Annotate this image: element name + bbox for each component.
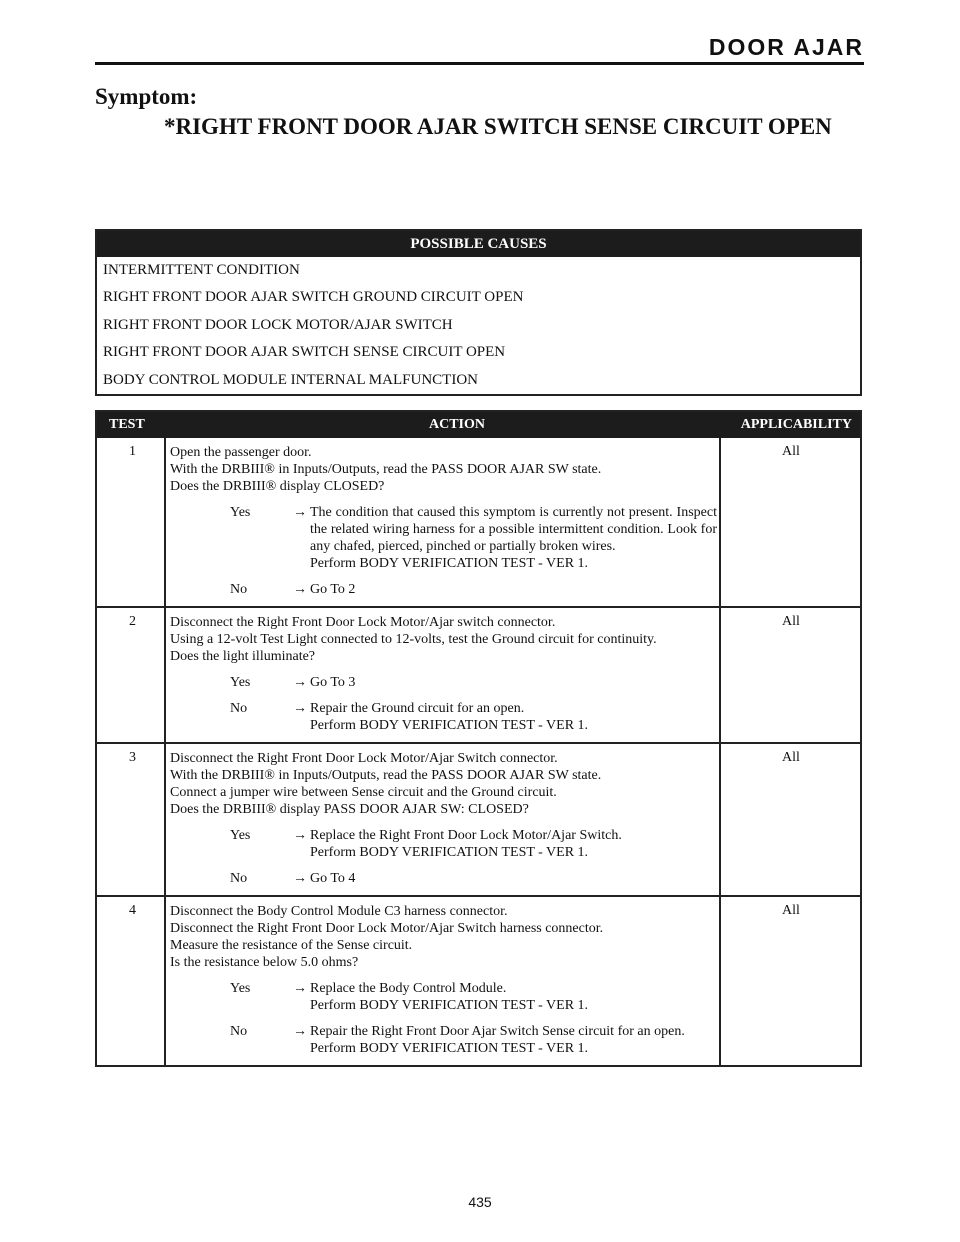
branch-label: No (230, 701, 248, 716)
action-line: Does the light illuminate? (170, 649, 316, 664)
test-number: 4 (129, 903, 136, 918)
arrow-icon: → (293, 871, 307, 886)
branch-line: The condition that caused this symptom is currently not present. Inspect the related wiring harness for a possible intermittent condition. Look for any chafed, pierced, pinched or partially broken wires. (310, 505, 717, 554)
page-header-title: DOOR AJAR (708, 34, 864, 60)
cause-item: BODY CONTROL MODULE INTERNAL MALFUNCTION (103, 371, 478, 388)
header-rule (95, 62, 864, 65)
arrow-icon: → (293, 981, 307, 996)
symptom-text: *RIGHT FRONT DOOR AJAR SWITCH SENSE CIRCUIT OPEN (164, 114, 832, 139)
action-line: With the DRBIII® in Inputs/Outputs, read the PASS DOOR AJAR SW state. (170, 462, 602, 477)
test-rows (97, 438, 860, 1065)
test-action (170, 897, 717, 1065)
branch-line: Go To 3 (310, 675, 356, 690)
test-table (95, 410, 862, 1067)
branch-line: Perform BODY VERIFICATION TEST - VER 1. (310, 1041, 589, 1056)
cause-item: INTERMITTENT CONDITION (103, 262, 300, 278)
arrow-icon: → (293, 828, 307, 843)
column-divider (164, 744, 166, 895)
result-branch (170, 581, 717, 598)
symptom-label: Symptom: (95, 84, 198, 109)
test-action (170, 438, 717, 606)
action-line: Disconnect the Right Front Door Lock Motor/Ajar switch connector. (170, 615, 556, 630)
header-applicability: APPLICABILITY (740, 417, 852, 432)
result-branch (170, 870, 717, 887)
arrow-icon: → (293, 701, 307, 716)
test-applicability: All (782, 903, 800, 918)
result-branch (170, 700, 717, 734)
branch-line: Repair the Right Front Door Ajar Switch Sense circuit for an open. (310, 1024, 685, 1039)
test-applicability: All (782, 614, 800, 629)
branch-label: Yes (230, 505, 251, 520)
test-applicability: All (782, 444, 800, 459)
test-action (170, 744, 717, 895)
branch-text (310, 700, 717, 734)
test-number: 2 (129, 614, 136, 629)
header-action: ACTION (429, 417, 486, 432)
test-action (170, 608, 717, 742)
branch-label: Yes (230, 981, 251, 996)
branch-label: Yes (230, 675, 251, 690)
action-line: With the DRBIII® in Inputs/Outputs, read the PASS DOOR AJAR SW state. (170, 768, 602, 783)
branch-text (310, 581, 717, 598)
column-divider (719, 608, 721, 742)
branch-line: Replace the Body Control Module. (310, 981, 507, 996)
column-divider (719, 438, 721, 606)
branch-line: Go To 2 (310, 582, 356, 597)
result-branch (170, 980, 717, 1014)
branch-label: No (230, 871, 248, 886)
action-line: Is the resistance below 5.0 ohms? (170, 955, 359, 970)
test-row (97, 606, 860, 742)
test-row (97, 438, 860, 606)
action-line: Does the DRBIII® display PASS DOOR AJAR SW: CLOSED? (170, 802, 529, 817)
header-test: TEST (109, 417, 145, 432)
action-line: Disconnect the Right Front Door Lock Motor/Ajar Switch connector. (170, 751, 558, 766)
branch-text (310, 870, 717, 887)
possible-causes-table (95, 229, 862, 396)
test-table-header (97, 412, 860, 438)
branch-line: Go To 4 (310, 871, 356, 886)
action-line: Disconnect the Body Control Module C3 harness connector. (170, 904, 508, 919)
action-line: Open the passenger door. (170, 445, 312, 460)
test-row (97, 895, 860, 1065)
page-number: 435 (468, 1194, 492, 1210)
result-branch (170, 827, 717, 861)
action-line: Measure the resistance of the Sense circuit. (170, 938, 413, 953)
column-divider (719, 897, 721, 1065)
result-branch (170, 504, 717, 572)
branch-text (310, 827, 717, 861)
branch-label: No (230, 582, 248, 597)
possible-causes-heading: POSSIBLE CAUSES (97, 231, 860, 257)
column-divider (164, 897, 166, 1065)
action-line: Does the DRBIII® display CLOSED? (170, 479, 385, 494)
column-divider (719, 744, 721, 895)
test-row (97, 742, 860, 895)
branch-label: Yes (230, 828, 251, 843)
branch-text (310, 1023, 717, 1057)
branch-text (310, 674, 717, 691)
cause-item: RIGHT FRONT DOOR AJAR SWITCH GROUND CIRCUIT OPEN (103, 289, 524, 306)
test-number: 1 (129, 444, 136, 459)
branch-text (310, 980, 717, 1014)
test-number: 3 (129, 750, 136, 765)
test-applicability: All (782, 750, 800, 765)
branch-line: Perform BODY VERIFICATION TEST - VER 1. (310, 556, 589, 571)
action-line: Connect a jumper wire between Sense circuit and the Ground circuit. (170, 785, 557, 800)
branch-line: Perform BODY VERIFICATION TEST - VER 1. (310, 998, 589, 1013)
cause-item: RIGHT FRONT DOOR AJAR SWITCH SENSE CIRCUIT OPEN (103, 344, 506, 361)
arrow-icon: → (293, 1024, 307, 1039)
action-line: Using a 12-volt Test Light connected to 12-volts, test the Ground circuit for continuity. (170, 632, 657, 647)
branch-line: Perform BODY VERIFICATION TEST - VER 1. (310, 845, 589, 860)
column-divider (164, 608, 166, 742)
result-branch (170, 674, 717, 691)
arrow-icon: → (293, 505, 307, 520)
branch-line: Perform BODY VERIFICATION TEST - VER 1. (310, 718, 589, 733)
column-divider (164, 438, 166, 606)
cause-item: RIGHT FRONT DOOR LOCK MOTOR/AJAR SWITCH (103, 316, 453, 333)
branch-line: Repair the Ground circuit for an open. (310, 701, 525, 716)
branch-label: No (230, 1024, 248, 1039)
branch-line: Replace the Right Front Door Lock Motor/Ajar Switch. (310, 828, 622, 843)
branch-text (310, 504, 717, 572)
result-branch (170, 1023, 717, 1057)
arrow-icon: → (293, 582, 307, 597)
action-line: Disconnect the Right Front Door Lock Motor/Ajar Switch harness connector. (170, 921, 604, 936)
arrow-icon: → (293, 675, 307, 690)
